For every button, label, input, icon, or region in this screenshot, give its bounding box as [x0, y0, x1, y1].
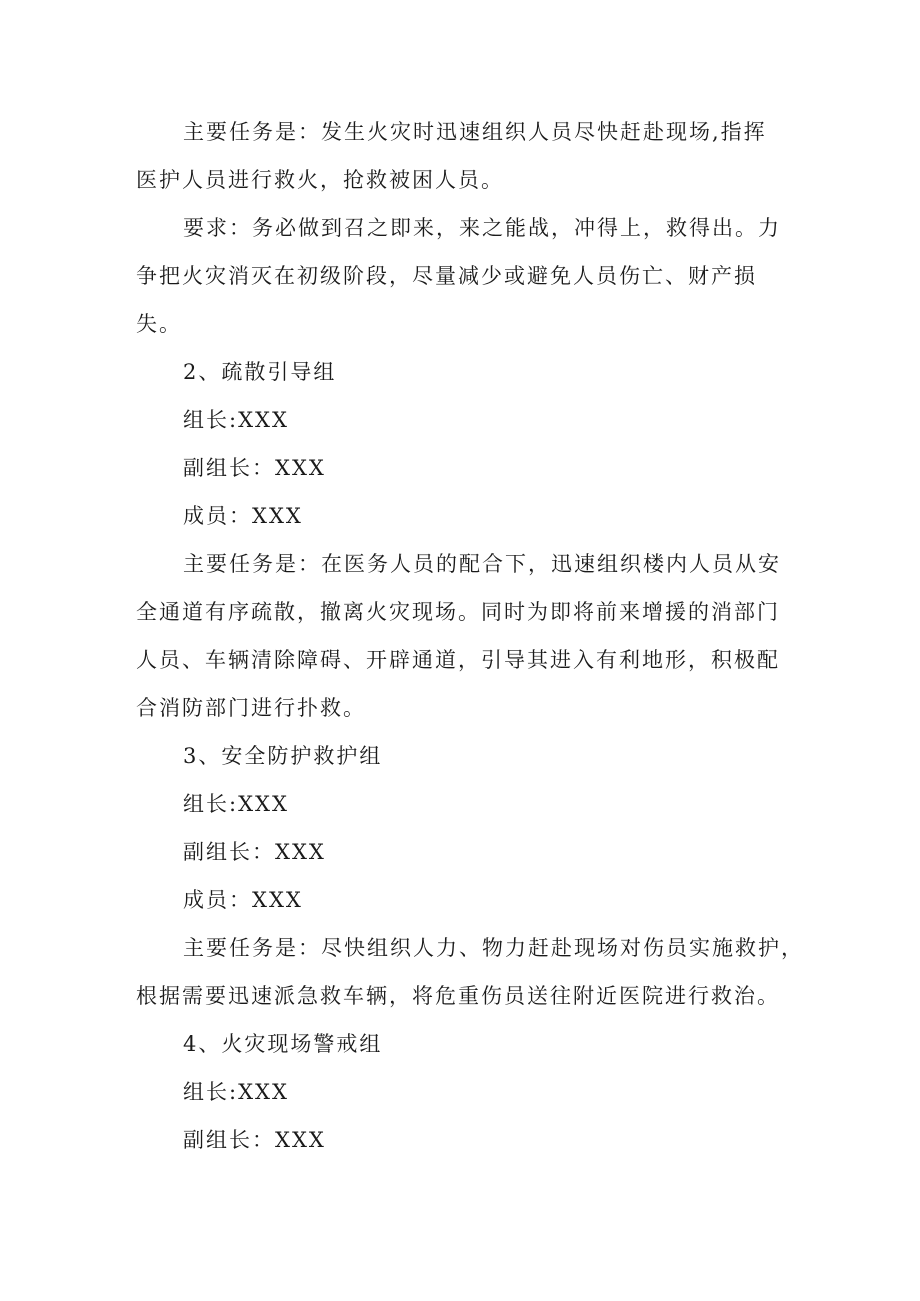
document-body: [136, 108, 808, 1164]
paragraph-line: 人员、车辆清除障碍、开辟通道，引导其进入有利地形，积极配: [136, 648, 780, 672]
deputy-leader-line: 副组长：XXX: [183, 456, 326, 480]
paragraph-line: 医护人员进行救火，抢救被困人员。: [136, 168, 504, 192]
paragraph-line: 失。: [136, 312, 182, 336]
group-leader-line: 组长:XXX: [183, 408, 289, 432]
paragraph-line: 全通道有序疏散，撤离火灾现场。同时为即将前来增援的消部门: [136, 600, 780, 624]
section-heading: 2、疏散引导组: [183, 360, 337, 384]
members-line: 成员：XXX: [183, 888, 303, 912]
paragraph-line: 合消防部门进行扑救。: [136, 696, 366, 720]
members-line: 成员：XXX: [183, 504, 303, 528]
paragraph-line: 主要任务是：发生火灾时迅速组织人员尽快赶赴现场,指挥: [183, 120, 767, 144]
paragraph-line: 争把火灾消灭在初级阶段，尽量减少或避免人员伤亡、财产损: [136, 264, 757, 288]
paragraph-line: 主要任务是：在医务人员的配合下，迅速组织楼内人员从安: [183, 552, 781, 576]
deputy-leader-line: 副组长：XXX: [183, 1128, 326, 1152]
deputy-leader-line: 副组长：XXX: [183, 840, 326, 864]
paragraph-line: 要求：务必做到召之即来，来之能战，冲得上，救得出。力: [183, 216, 781, 240]
section-heading: 3、安全防护救护组: [183, 744, 383, 768]
group-leader-line: 组长:XXX: [183, 792, 289, 816]
paragraph-line: 根据需要迅速派急救车辆，将危重伤员送往附近医院进行救治。: [136, 984, 780, 1008]
section-heading: 4、火灾现场警戒组: [183, 1032, 383, 1056]
paragraph-line: 主要任务是：尽快组织人力、物力赶赴现场对伤员实施救护，: [183, 936, 804, 960]
group-leader-line: 组长:XXX: [183, 1080, 289, 1104]
